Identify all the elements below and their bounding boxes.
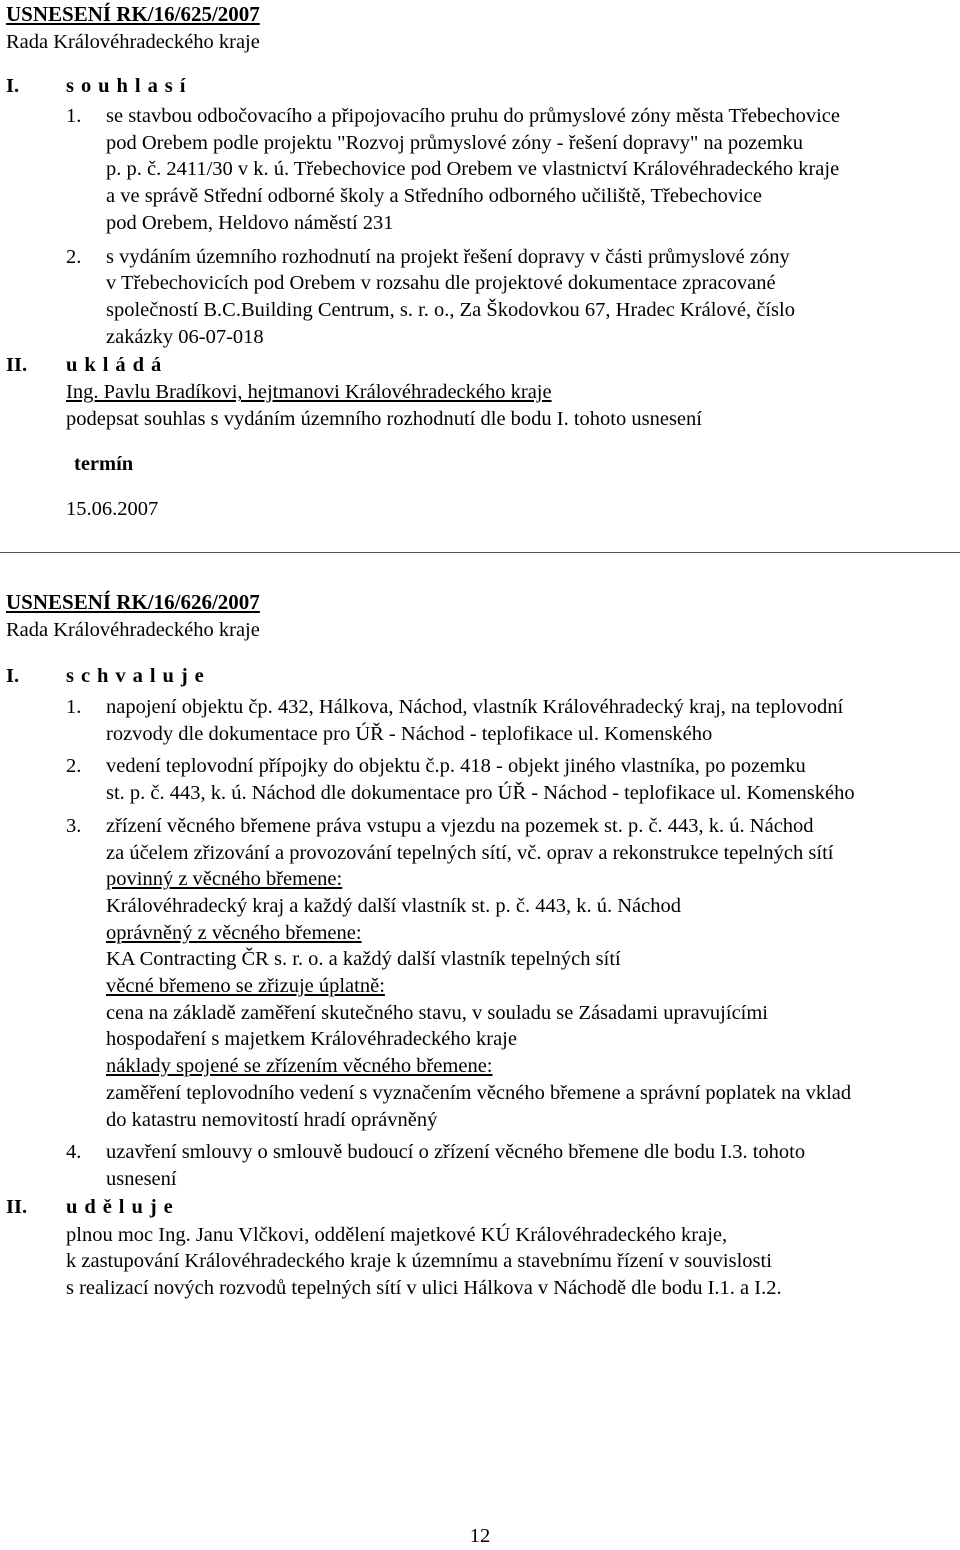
item-number: 2. — [66, 755, 82, 778]
divider — [0, 552, 960, 553]
list-item — [6, 244, 956, 351]
item-number: 1. — [66, 105, 82, 127]
section-heading — [6, 74, 956, 99]
list-item — [6, 694, 956, 747]
text-line: p. p. č. 2411/30 v k. ú. Třebechovice pod Orebem ve vlastnictví Královéhradeckého kraje — [106, 158, 840, 181]
text-line: zaměření teplovodního vedení s vyznačením věcného břemene a správní poplatek na vklad — [106, 1081, 852, 1104]
item-text — [106, 753, 956, 806]
resolution-title: USNESENÍ RK/16/626/2007 — [6, 590, 260, 614]
list-item — [6, 813, 956, 1133]
section-number: I. — [6, 75, 20, 97]
text-line: společností B.C.Building Centrum, s. r. o., Za Škodovkou 67, Hradec Králové, číslo — [106, 298, 795, 321]
section-number: II. — [6, 354, 28, 377]
resolution-626 — [6, 588, 956, 1301]
text-line: v Třebechovicích pod Orebem v rozsahu dle projektové dokumentace zpracované — [106, 272, 776, 295]
resolution-title: USNESENÍ RK/16/625/2007 — [6, 2, 260, 26]
section-heading — [6, 1195, 956, 1220]
text-line: s realizací nových rozvodů tepelných sítí v ulici Hálkova v Náchodě dle bodu I.1. a I.2. — [66, 1276, 782, 1299]
deadline-value: 15.06.2007 — [66, 498, 159, 521]
text-line: hospodaření s majetkem Královéhradeckého kraje — [106, 1028, 517, 1051]
item-text — [106, 103, 956, 237]
list-item — [6, 1139, 956, 1192]
item-text — [106, 244, 956, 351]
list-item — [6, 103, 956, 237]
text-line: za účelem zřizování a provozování tepelných sítí, vč. oprav a rekonstrukce tepelných sítí — [106, 841, 834, 864]
page-number: 12 — [469, 1525, 491, 1547]
obligated-text: Královéhradecký kraj a každý další vlastník st. p. č. 443, k. ú. Náchod — [106, 894, 681, 917]
council-name: Rada Královéhradeckého kraje — [6, 31, 260, 53]
resolution-625 — [6, 0, 956, 523]
text-line: k zastupování Královéhradeckého kraje k územnímu a stavebnímu řízení v souvislosti — [66, 1250, 772, 1273]
section-verb: ukládá — [66, 354, 169, 377]
item-number: 4. — [66, 1141, 82, 1164]
text-line: vedení teplovodní přípojky do objektu č.p. 418 - objekt jiného vlastníka, po pozemku — [106, 755, 806, 778]
section-verb: souhlasí — [66, 75, 193, 97]
text-line: se stavbou odbočovacího a připojovacího pruhu do průmyslové zóny města Třebechovice — [106, 105, 841, 127]
text-line: do katastru nemovitostí hradí oprávněný — [106, 1108, 438, 1131]
addressee: Ing. Pavlu Bradíkovi, hejtmanovi Královéhradeckého kraje — [66, 381, 552, 404]
council-name: Rada Královéhradeckého kraje — [6, 619, 260, 641]
text-line: usnesení — [106, 1167, 177, 1190]
item-number: 2. — [66, 245, 82, 268]
item-number: 3. — [66, 814, 82, 837]
section-verb: schvaluje — [66, 665, 211, 687]
text-line: pod Orebem podle projektu "Rozvoj průmyslové zóny - řešení dopravy" na pozemku — [106, 131, 804, 154]
costs-label: náklady spojené se zřízením věcného břemene: — [106, 1055, 493, 1078]
text-line: uzavření smlouvy o smlouvě budoucí o zřízení věcného břemene dle bodu I.3. tohoto — [106, 1141, 806, 1164]
obligated-label: povinný z věcného břemene: — [106, 868, 343, 891]
text-line: s vydáním územního rozhodnutí na projekt řešení dopravy v části průmyslové zóny — [106, 245, 790, 268]
text-line: a ve správě Střední odborné školy a Středního odborného učiliště, Třebechovice — [106, 185, 763, 208]
text-line: cena na základě zaměření skutečného stavu, v souladu se Zásadami upravujícími — [106, 1001, 769, 1024]
section-number: I. — [6, 665, 20, 687]
deadline-label: termín — [74, 453, 134, 476]
text-line: pod Orebem, Heldovo náměstí 231 — [106, 211, 394, 234]
text-line: st. p. č. 443, k. ú. Náchod dle dokumentace pro ÚŘ - Náchod - teplofikace ul. Komenského — [106, 782, 855, 805]
entitled-label: oprávněný z věcného břemene: — [106, 921, 362, 944]
list-item — [6, 753, 956, 806]
section-number: II. — [6, 1195, 28, 1218]
entitled-text: KA Contracting ČR s. r. o. a každý další vlastník tepelných sítí — [106, 948, 621, 971]
text-line: rozvody dle dokumentace pro ÚŘ - Náchod - teplofikace ul. Komenského — [106, 722, 713, 745]
item-text — [106, 694, 956, 747]
text-line: zřízení věcného břemene práva vstupu a vjezdu na pozemek st. p. č. 443, k. ú. Náchod — [106, 814, 814, 837]
section-heading — [6, 664, 956, 689]
item-text — [106, 1139, 956, 1192]
section-heading — [6, 353, 956, 378]
text-line: zakázky 06-07-018 — [106, 325, 264, 348]
text-line: plnou moc Ing. Janu Vlčkovi, oddělení majetkové KÚ Královéhradeckého kraje, — [66, 1223, 728, 1246]
item-number: 1. — [66, 696, 82, 718]
text-line: napojení objektu čp. 432, Hálkova, Náchod, vlastník Královéhradecký kraj, na teplovodní — [106, 696, 844, 718]
paid-label: věcné břemeno se zřizuje úplatně: — [106, 975, 385, 998]
task-text: podepsat souhlas s vydáním územního rozhodnutí dle bodu I. tohoto usnesení — [66, 407, 702, 430]
item-text — [106, 813, 956, 1133]
section-verb: uděluje — [66, 1195, 180, 1218]
